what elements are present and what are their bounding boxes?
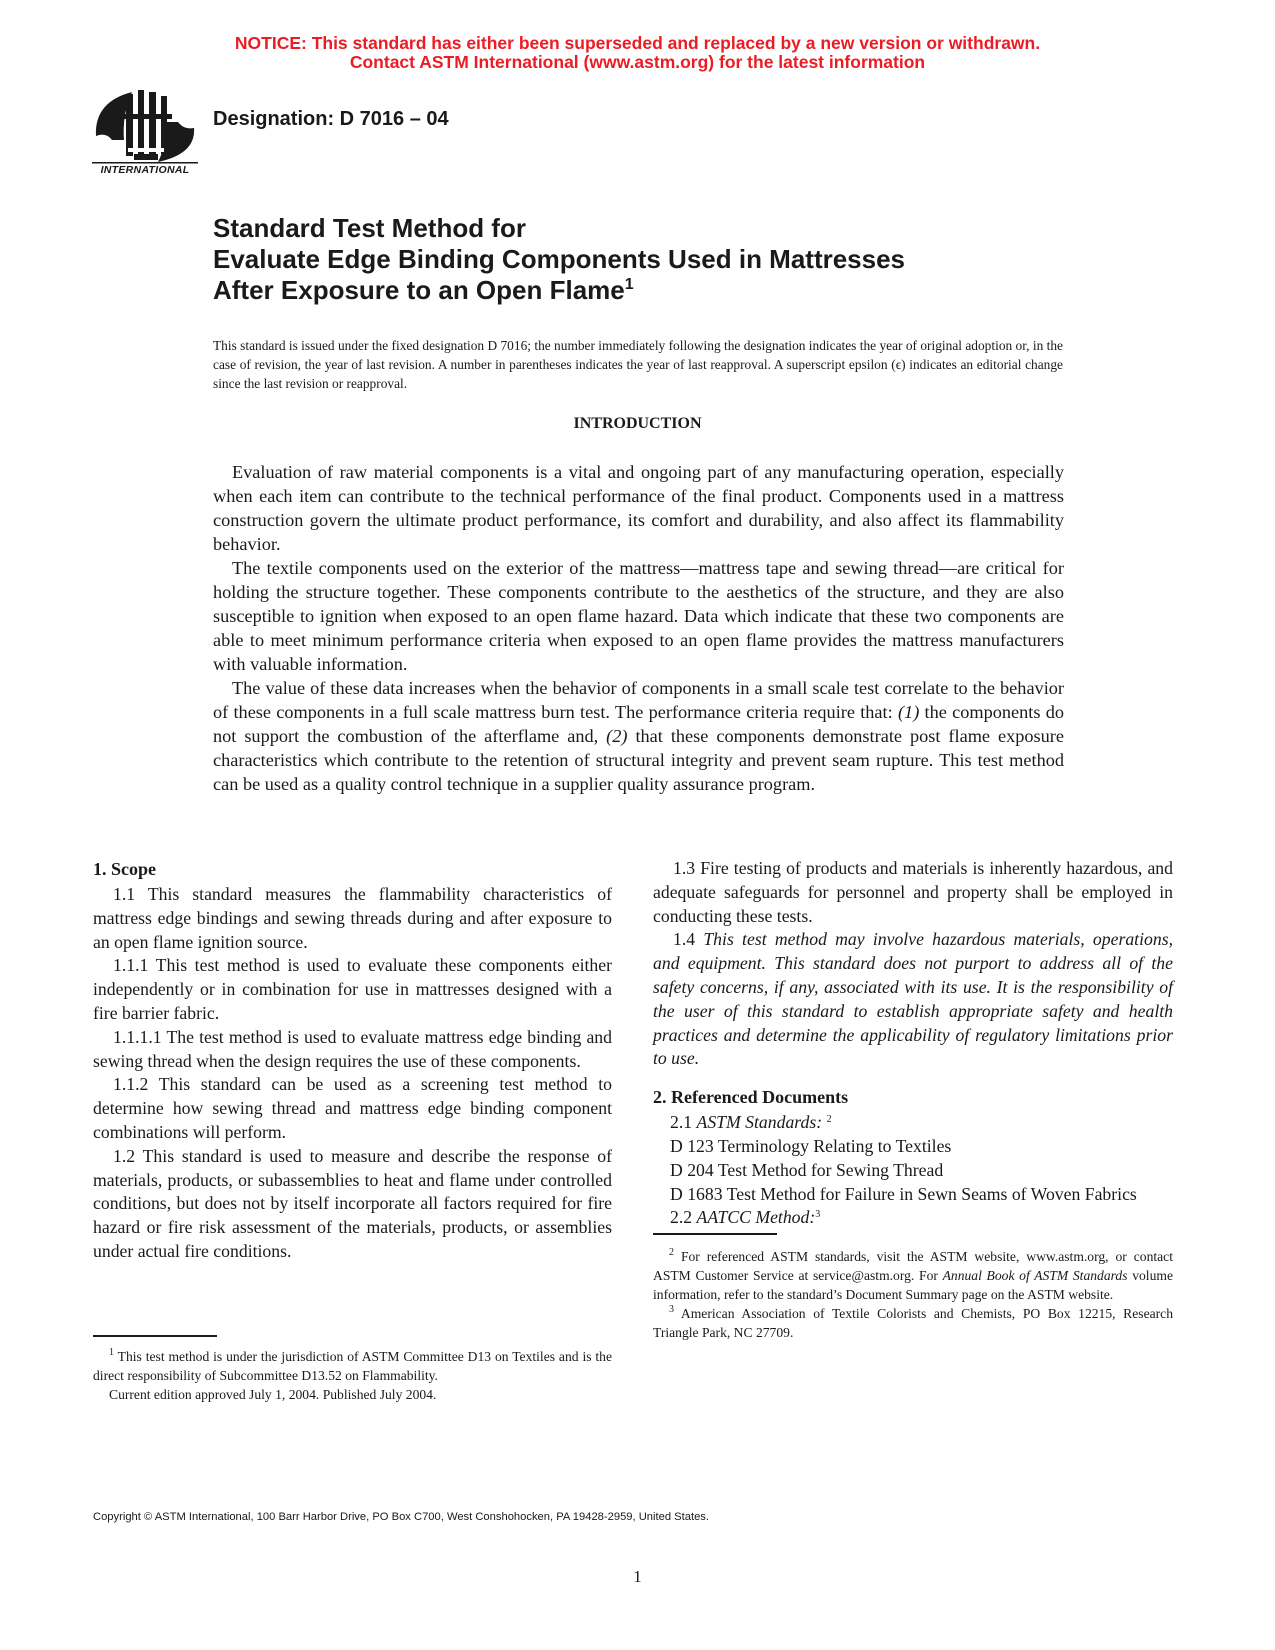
ref-astm-standards	[653, 1111, 1173, 1135]
footnote-2-num: 2	[669, 1247, 674, 1258]
document-title	[213, 213, 1113, 306]
footnote-1-edition: Current edition approved July 1, 2004. Published July 2004.	[109, 1387, 437, 1402]
ref-item-d123: D 123 Terminology Relating to Textiles	[670, 1135, 952, 1156]
ref-aatcc-fn: 3	[815, 1209, 821, 1221]
footnote-2-b: Annual Book of ASTM Standards	[942, 1268, 1128, 1283]
notice-line-1: NOTICE: This standard has either been superseded and replaced by a new version or withdrawn.	[234, 33, 1041, 53]
footnote-1	[93, 1347, 612, 1385]
intro-p3-b: (1)	[897, 702, 920, 722]
scope-heading: 1. Scope	[93, 859, 156, 879]
title-footnote-ref: 1	[624, 276, 634, 293]
scope-1-1-1: 1.1.1 This test method is used to evaluate these components either independently or in combination for use in mattresses designed with a fire barrier fabric.	[93, 955, 612, 1023]
footnote-2-c: volume information, refer to the standard’s Document Summary page on the ASTM website.	[653, 1268, 1173, 1302]
footnote-3-num: 3	[669, 1304, 674, 1315]
notice-line-2: Contact ASTM International (www.astm.org) for the latest information	[349, 52, 926, 72]
right-column	[653, 857, 1173, 1230]
intro-paragraph-1: Evaluation of raw material components is a vital and ongoing part of any manufacturing operation, especially when each item can contribute to the technical performance of the final product. Components used in a mattress construction govern the ultimate product performance, its comfort and durability, and also affect its flammability behavior.	[213, 462, 1064, 554]
issued-note: This standard is issued under the fixed designation D 7016; the number immediately following the designation indicates the year of original adoption or, in the case of revision, the year of last revision. A number in parentheses indicates the year of last reapproval. A superscript epsilon (ϵ) indicates an editorial change since the last revision or reapproval.	[213, 338, 1063, 391]
astm-logo-icon	[92, 84, 198, 180]
referenced-heading: 2. Referenced Documents	[653, 1087, 849, 1108]
intro-p3-e: that these components demonstrate post flame exposure characteristics which contribute to the retention of structural integrity and prevent seam rupture. This test method can be used as a quality control technique in a supplier quality assurance program.	[213, 726, 1064, 794]
intro-p3-c: the components do not support the combustion of the afterflame and,	[213, 702, 1064, 746]
footnotes-left	[93, 1347, 612, 1404]
ref-astm-label: ASTM Standards:	[696, 1112, 823, 1133]
scope-1-4-num: 1.4	[673, 929, 704, 950]
footnote-3-text: American Association of Textile Colorists and Chemists, PO Box 12215, Research Triangle Park, NC 27709.	[653, 1306, 1173, 1340]
copyright: Copyright © ASTM International, 100 Barr Harbor Drive, PO Box C700, West Conshohocken, PA 19428-2959, United States.	[93, 1511, 709, 1523]
footnote-2-a: For referenced ASTM standards, visit the ASTM website, www.astm.org, or contact ASTM Customer Service at service@astm.org. For	[653, 1249, 1173, 1283]
scope-1-4	[653, 928, 1173, 1071]
logo-text: INTERNATIONAL	[100, 164, 190, 176]
footnote-1-text: This test method is under the jurisdiction of ASTM Committee D13 on Textiles and is the direct responsibility of Subcommittee D13.52 on Flammability.	[93, 1349, 613, 1383]
title-line-3-text: After Exposure to an Open Flame	[213, 275, 625, 305]
ref-item-d1683: D 1683 Test Method for Failure in Sewn Seams of Woven Fabrics	[670, 1183, 1137, 1204]
footnote-3	[653, 1304, 1173, 1342]
title-line-2: Evaluate Edge Binding Components Used in Mattresses	[213, 244, 906, 274]
withdrawal-notice	[0, 34, 1275, 72]
designation: Designation: D 7016 – 04	[213, 108, 449, 130]
referenced-list	[653, 1111, 1173, 1230]
title-line-1: Standard Test Method for	[213, 213, 526, 243]
ref-aatcc	[653, 1206, 1173, 1230]
introduction-body	[213, 460, 1064, 796]
ref-aatcc-num: 2.2	[670, 1207, 697, 1228]
footnote-1-num: 1	[109, 1347, 114, 1358]
introduction-heading: INTRODUCTION	[573, 415, 702, 432]
scope-1-1-2: 1.1.2 This standard can be used as a screening test method to determine how sewing thread and mattress edge binding component combinations will perform.	[93, 1074, 612, 1142]
intro-paragraph-3	[213, 676, 1064, 796]
intro-p3-d: (2)	[606, 726, 628, 746]
footnote-rule-right	[653, 1233, 777, 1235]
scope-1-1: 1.1 This standard measures the flammability characteristics of mattress edge bindings and sewing threads during and after exposure to an open flame ignition source.	[93, 884, 612, 952]
intro-paragraph-2: The textile components used on the exterior of the mattress—mattress tape and sewing thread—are critical for holding the structure together. These components contribute to the aesthetics of the structure, and they are also susceptible to ignition when exposed to an open flame hazard. Data which indicate that these two components are able to meet minimum performance criteria when exposed to an open flame provides the mattress manufacturers with valuable information.	[213, 558, 1064, 674]
scope-1-2: 1.2 This standard is used to measure and describe the response of materials, products, or subassemblies to heat and flame under controlled conditions, but does not by itself incorporate all factors required for fire hazard or fire risk assessment of the materials, products, or assemblies under actual fire conditions.	[93, 1145, 612, 1261]
page-number: 1	[633, 1567, 642, 1586]
scope-1-4-text: This test method may involve hazardous materials, operations, and equipment. This standard does not purport to address all of the safety concerns, if any, associated with its use. It is the responsibility of the user of this standard to establish appropriate safety and health practices and determine the applicability of regulatory limitations prior to use.	[653, 929, 1173, 1069]
footnote-rule-left	[93, 1335, 217, 1337]
ref-item-d204: D 204 Test Method for Sewing Thread	[670, 1159, 944, 1180]
title-line-3	[213, 275, 1113, 306]
scope-1-3: 1.3 Fire testing of products and materials is inherently hazardous, and adequate safeguards for personnel and property shall be employed in conducting these tests.	[653, 858, 1173, 926]
ref-aatcc-label: AATCC Method:	[696, 1207, 816, 1228]
scope-1-1-1-1: 1.1.1.1 The test method is used to evaluate mattress edge binding and sewing thread when the design requires the use of these components.	[93, 1026, 612, 1071]
footnotes-right	[653, 1247, 1173, 1342]
ref-astm-num: 2.1	[670, 1112, 697, 1133]
footnote-2	[653, 1247, 1173, 1304]
intro-p3-a: The value of these data increases when the behavior of components in a small scale test correlate to the behavior of these components in a full scale mattress burn test. The performance criteria require that:	[213, 678, 1064, 722]
left-column	[93, 857, 612, 1264]
ref-astm-fn: 2	[826, 1114, 832, 1126]
